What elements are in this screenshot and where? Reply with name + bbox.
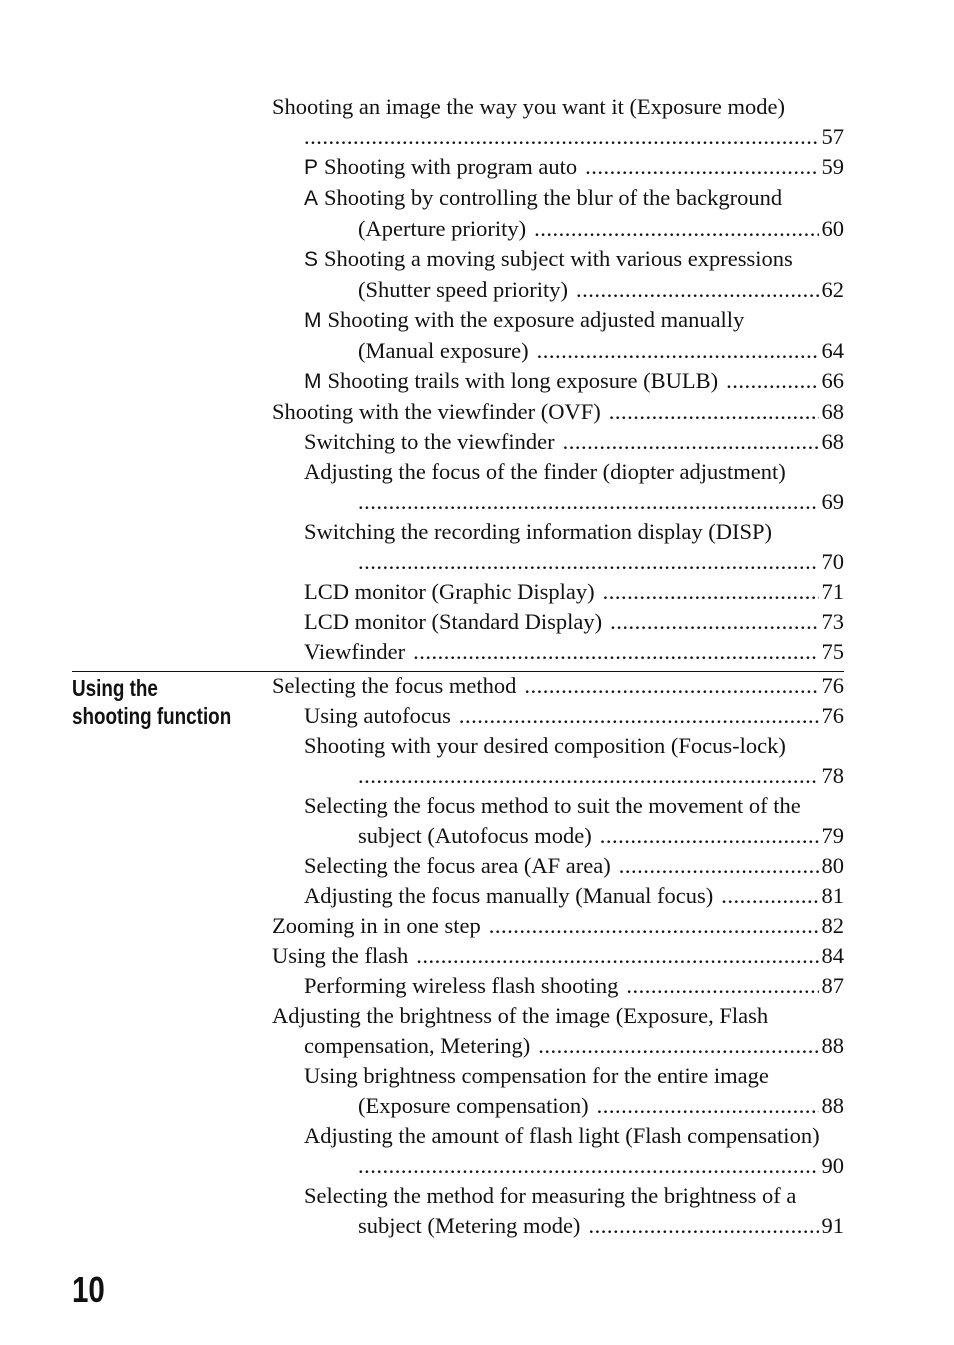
toc-entry[interactable] xyxy=(272,637,844,667)
toc-entry[interactable] xyxy=(272,366,844,397)
toc-entry-title: (Exposure compensation) xyxy=(358,1093,589,1118)
dot-leader xyxy=(524,671,818,701)
section-heading xyxy=(72,674,231,730)
toc-entry-title: Shooting with the viewfinder (OVF) xyxy=(272,399,601,424)
dot-leader xyxy=(538,1031,818,1061)
toc-entry-title: compensation, Metering) xyxy=(304,1033,531,1058)
dot-leader xyxy=(603,577,819,607)
toc-page-number: 57 xyxy=(821,124,844,149)
dot-leader xyxy=(609,397,819,427)
toc-entry-title: Shooting with program auto xyxy=(324,154,578,179)
toc-entry-title: Selecting the method for measuring the brightness of a xyxy=(304,1183,797,1208)
dot-leader xyxy=(537,336,819,366)
toc-page-number: 90 xyxy=(821,1153,844,1178)
toc-entry-title: Viewfinder xyxy=(304,639,406,664)
dot-leader xyxy=(534,214,818,244)
toc-page-number: 70 xyxy=(821,549,844,574)
exposure-mode-icon: A xyxy=(304,187,319,210)
toc-page-number: 69 xyxy=(821,489,844,514)
dot-leader xyxy=(304,122,819,152)
toc-entry-title: Using the flash xyxy=(272,943,409,968)
toc-entry[interactable] xyxy=(272,941,844,971)
exposure-mode-icon: M xyxy=(304,370,322,393)
dot-leader xyxy=(588,1211,818,1241)
toc-page-number: 59 xyxy=(821,154,844,179)
toc-entry[interactable] xyxy=(272,1001,844,1061)
toc-entry-title: Switching the recording information display (DISP) xyxy=(304,519,773,544)
toc-entry[interactable] xyxy=(272,671,844,701)
toc-entry[interactable] xyxy=(272,577,844,607)
toc-page-number: 66 xyxy=(821,368,844,393)
toc-entry-title: Shooting an image the way you want it (Exposure mode) xyxy=(272,94,786,119)
toc-entry[interactable] xyxy=(272,427,844,457)
toc-entry-title: Shooting a moving subject with various expressions xyxy=(324,246,793,271)
toc-entry-title: Shooting by controlling the blur of the background xyxy=(324,185,783,210)
toc-entry-title: Adjusting the focus of the finder (diopter adjustment) xyxy=(304,459,786,484)
toc-entry-title: Using autofocus xyxy=(304,703,451,728)
toc-page-number: 64 xyxy=(821,338,844,363)
dot-leader xyxy=(597,1091,819,1121)
toc-page-number: 78 xyxy=(821,763,844,788)
dot-leader xyxy=(726,366,818,396)
toc-page-number: 88 xyxy=(821,1093,844,1118)
toc-entry[interactable] xyxy=(272,1121,844,1181)
dot-leader xyxy=(413,637,818,667)
toc-page-number: 68 xyxy=(821,429,844,454)
toc-entry[interactable] xyxy=(272,183,844,244)
toc-entry[interactable] xyxy=(272,701,844,731)
toc-entry[interactable] xyxy=(272,731,844,791)
toc-entry[interactable] xyxy=(272,791,844,851)
toc-entry-title: Adjusting the amount of flash light (Flash compensation) xyxy=(304,1123,820,1148)
dot-leader xyxy=(358,547,819,577)
dot-leader xyxy=(721,881,818,911)
toc-page-number: 76 xyxy=(821,673,844,698)
dot-leader xyxy=(358,487,819,517)
toc-entry[interactable] xyxy=(272,851,844,881)
toc-entry-title: Selecting the focus method xyxy=(272,673,517,698)
dot-leader xyxy=(626,971,818,1001)
toc-entry-title: LCD monitor (Standard Display) xyxy=(304,609,603,634)
dot-leader xyxy=(489,911,819,941)
toc-entry-title: subject (Metering mode) xyxy=(358,1213,581,1238)
section-heading-line-1: Using the xyxy=(72,675,158,701)
toc-page-number: 81 xyxy=(821,883,844,908)
dot-leader xyxy=(416,941,818,971)
toc-entry-title: Zooming in in one step xyxy=(272,913,481,938)
toc-entry-title: Selecting the focus area (AF area) xyxy=(304,853,611,878)
dot-leader xyxy=(610,607,818,637)
toc-entry[interactable] xyxy=(272,152,844,183)
toc-entry-title: subject (Autofocus mode) xyxy=(358,823,592,848)
dot-leader xyxy=(576,275,819,305)
toc-page-number: 76 xyxy=(821,703,844,728)
toc-page-number: 84 xyxy=(821,943,844,968)
toc-exposure-section xyxy=(272,92,844,667)
toc-entry[interactable] xyxy=(272,607,844,637)
toc-page-number: 87 xyxy=(821,973,844,998)
toc-entry[interactable] xyxy=(272,397,844,427)
toc-entry[interactable] xyxy=(272,971,844,1001)
section-heading-line-2: shooting function xyxy=(72,703,232,729)
toc-page-number: 91 xyxy=(821,1213,844,1238)
dot-leader xyxy=(600,821,819,851)
toc-entry-title: Adjusting the brightness of the image (Exposure, Flash xyxy=(272,1003,769,1028)
toc-page-number: 79 xyxy=(821,823,844,848)
toc-page-number: 68 xyxy=(821,399,844,424)
toc-entry[interactable] xyxy=(272,92,844,152)
toc-page-number: 73 xyxy=(821,609,844,634)
toc-entry-title: Switching to the viewfinder xyxy=(304,429,555,454)
dot-leader xyxy=(585,152,818,182)
toc-page-number: 80 xyxy=(821,853,844,878)
dot-leader xyxy=(619,851,819,881)
dot-leader xyxy=(358,1151,819,1181)
dot-leader xyxy=(459,701,819,731)
toc-entry[interactable] xyxy=(272,1181,844,1241)
toc-entry[interactable] xyxy=(272,305,844,366)
exposure-mode-icon: M xyxy=(304,309,322,332)
toc-entry-title: Shooting trails with long exposure (BULB) xyxy=(327,368,719,393)
toc-entry-title: Adjusting the focus manually (Manual focus) xyxy=(304,883,714,908)
toc-entry-title: Shooting with your desired composition (Focus-lock) xyxy=(304,733,786,758)
toc-shooting-function-section xyxy=(272,671,844,1241)
toc-entry-title: Performing wireless flash shooting xyxy=(304,973,619,998)
toc-entry[interactable] xyxy=(272,1061,844,1121)
toc-entry[interactable] xyxy=(272,244,844,305)
toc-entry-title: LCD monitor (Graphic Display) xyxy=(304,579,595,604)
toc-entry[interactable] xyxy=(272,881,844,911)
toc-entry-title: Using brightness compensation for the entire image xyxy=(304,1063,769,1088)
exposure-mode-icon: S xyxy=(304,248,319,271)
toc-entry[interactable] xyxy=(272,517,844,577)
dot-leader xyxy=(563,427,819,457)
toc-entry-title: Shooting with the exposure adjusted manually xyxy=(327,307,745,332)
toc-entry[interactable] xyxy=(272,911,844,941)
toc-page-number: 82 xyxy=(821,913,844,938)
toc-page-number: 60 xyxy=(821,216,844,241)
toc-entry-title: Selecting the focus method to suit the movement of the xyxy=(304,793,801,818)
toc-page-number: 88 xyxy=(821,1033,844,1058)
dot-leader xyxy=(358,761,819,791)
toc-entry[interactable] xyxy=(272,457,844,517)
toc-page-number: 71 xyxy=(821,579,844,604)
exposure-mode-icon: P xyxy=(304,156,319,179)
toc-entry-title: (Aperture priority) xyxy=(358,216,527,241)
toc-entry-title: (Shutter speed priority) xyxy=(358,277,568,302)
toc-page-number: 75 xyxy=(821,639,844,664)
page-number: 10 xyxy=(72,1269,105,1310)
toc-entry-title: (Manual exposure) xyxy=(358,338,529,363)
toc-page-number: 62 xyxy=(821,277,844,302)
